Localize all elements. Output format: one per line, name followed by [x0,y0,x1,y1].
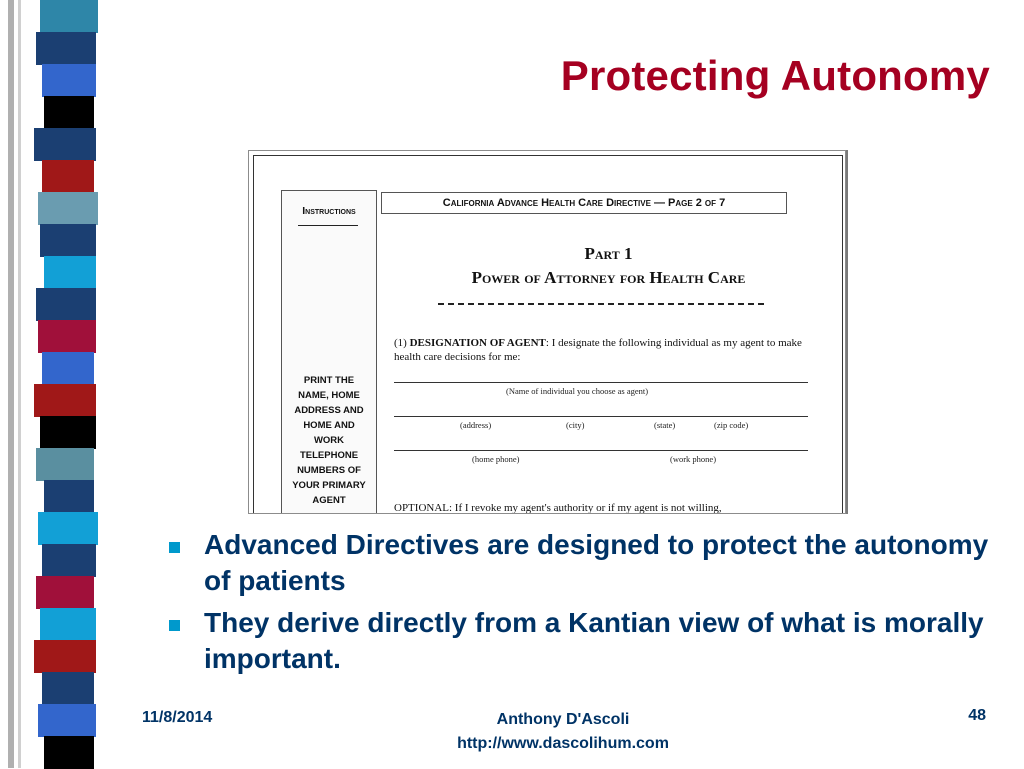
footer-url: http://www.dascolihum.com [457,735,669,752]
form-dashed-rule [438,303,764,305]
stripe-band [42,672,94,705]
stripe-band [44,480,94,513]
footer-date: 11/8/2014 [142,709,213,726]
stripe-band [34,128,96,161]
optional-clause: OPTIONAL: If I revoke my agent's authority or if my agent is not willing, [394,502,722,514]
slide-number: 48 [968,707,986,724]
stripe-band [42,160,94,193]
bullet-item [160,527,1000,599]
print-line: ADDRESS AND [294,405,364,416]
phone-line [394,450,808,451]
instructions-heading: Instructions [302,205,356,217]
zip-caption: (zip code) [714,420,749,430]
instructions-column [281,190,377,514]
bullet-text: Advanced Directives are designed to protect the autonomy of patients [204,529,989,596]
city-caption: (city) [566,420,585,430]
form-frame [253,155,843,513]
stripe-band [44,736,94,769]
designation-number: (1) [394,337,407,349]
stripe-band [44,256,96,289]
designation-text: : I designate the following individual as my agent to make health care decisions for me: [394,337,802,363]
designation-heading: DESIGNATION OF AGENT [409,337,546,349]
agent-name-line [394,382,808,383]
square-bullet-icon [169,542,180,553]
slide-title: Protecting Autonomy [560,52,990,99]
stripe-gray-bar [18,0,21,768]
stripe-band [40,0,98,33]
stripe-band [36,288,96,321]
footer-credit [430,708,696,756]
instructions-rule [298,225,358,226]
address-line [394,416,808,417]
stripe-band [34,384,96,417]
bullet-text: They derive directly from a Kantian view of what is morally important. [204,607,984,674]
designation-paragraph [394,336,804,364]
address-caption: (address) [460,420,492,430]
stripe-band [34,640,96,673]
state-caption: (state) [654,420,676,430]
print-instructions [284,373,374,508]
print-line: NUMBERS OF [297,465,361,476]
stripe-band [38,704,96,737]
form-part-label: Part 1 [584,244,633,263]
advance-directive-form-image [248,150,846,514]
stripe-band [42,352,94,385]
print-line: YOUR PRIMARY [292,480,366,491]
bullet-list [160,527,1000,683]
decorative-stripe [0,0,118,768]
stripe-band [42,544,96,577]
square-bullet-icon [169,620,180,631]
stripe-band [40,608,96,641]
stripe-band [42,64,96,97]
agent-name-caption: (Name of individual you choose as agent) [506,386,649,396]
home-phone-caption: (home phone) [472,454,520,464]
print-line: PRINT THE [303,375,355,386]
print-line: HOME AND [303,420,355,431]
print-line: WORK [313,435,345,446]
stripe-band [36,448,94,481]
print-line: NAME, HOME [298,390,360,401]
form-part-title: Power of Attorney for Health Care [471,268,746,287]
stripe-band [38,512,98,545]
bullet-item [160,605,1000,677]
print-line: AGENT [312,495,346,506]
stripe-band [38,320,96,353]
stripe-band [36,576,94,609]
footer-author: Anthony D'Ascoli [496,711,630,728]
work-phone-caption: (work phone) [670,454,717,464]
stripe-band [44,96,94,129]
stripe-band [36,32,96,65]
stripe-band [38,192,98,225]
stripe-band [40,416,96,449]
form-page-header: California Advance Health Care Directive — Page 2 of 7 [381,192,787,214]
stripe-band [40,224,96,257]
print-line: TELEPHONE [299,450,359,461]
stripe-gray-bar [8,0,14,768]
